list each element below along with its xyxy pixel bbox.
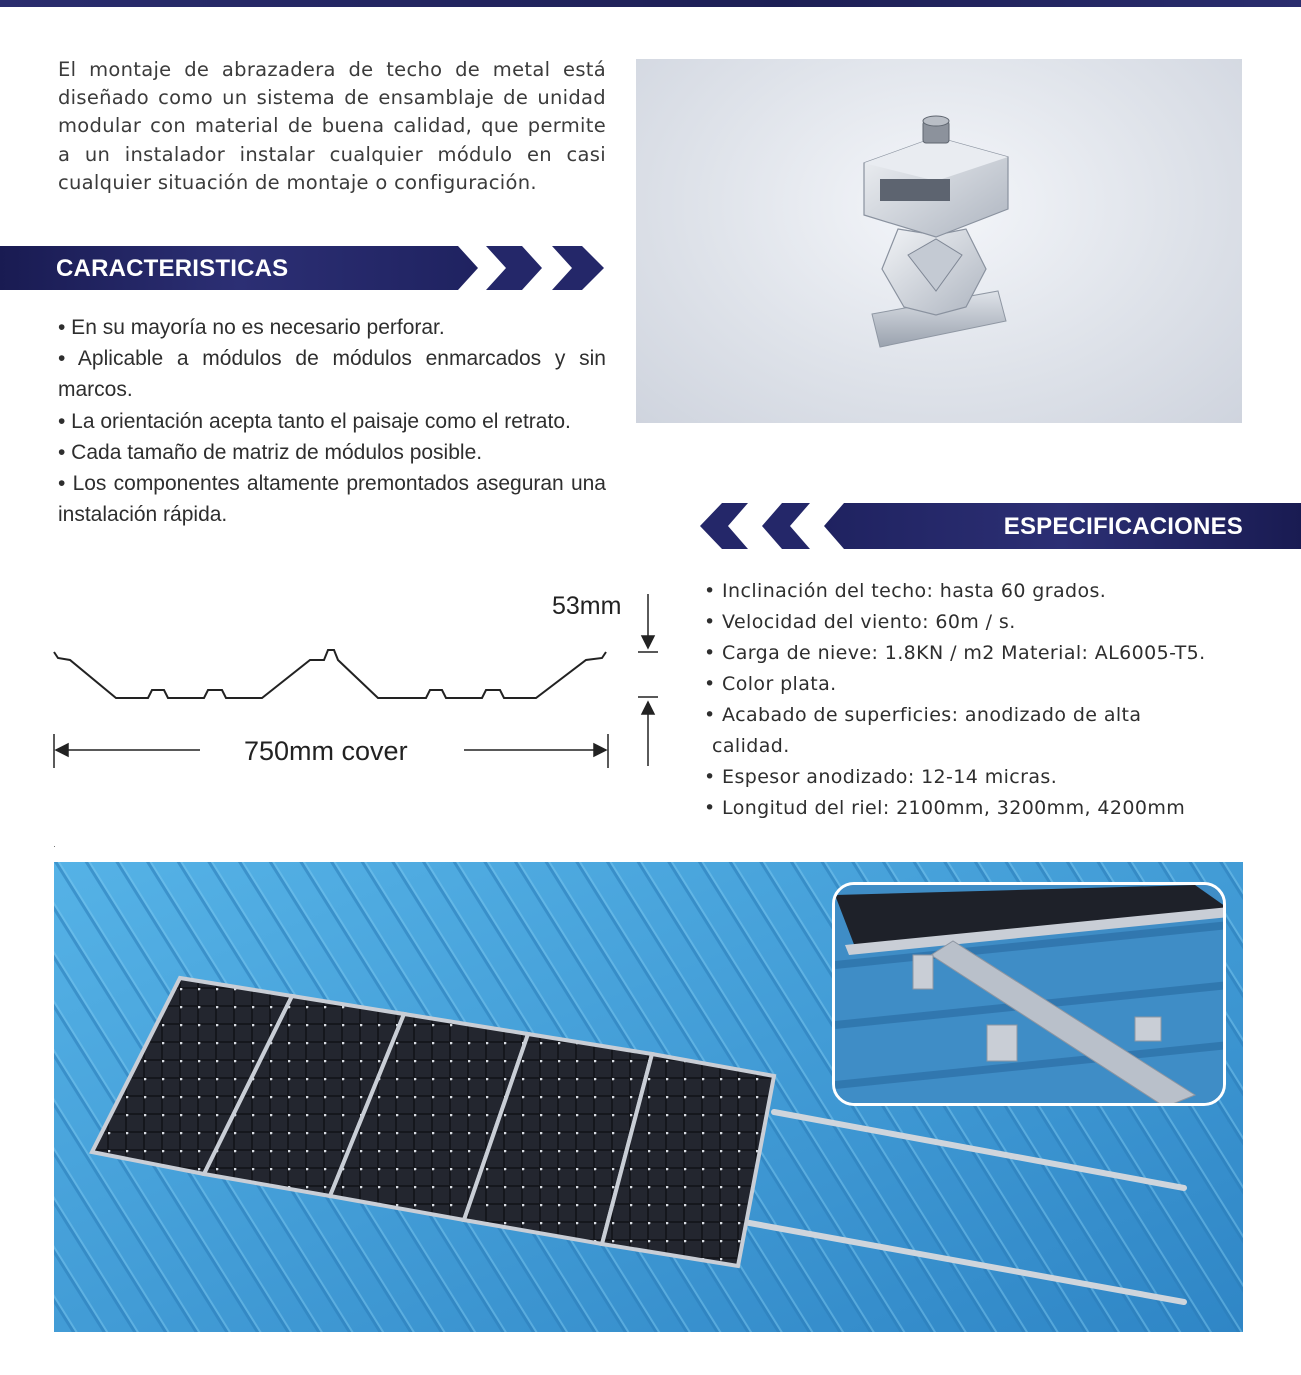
rail-detail-inset — [832, 882, 1226, 1106]
feature-item: • La orientación acepta tanto el paisaje como el retrato. — [58, 409, 571, 433]
chevron-right-icon — [552, 246, 604, 290]
features-list — [58, 312, 606, 530]
roof-profile-diagram — [40, 580, 660, 780]
chevron-right-icon — [486, 246, 542, 290]
spec-item-continuation: calidad. — [712, 735, 790, 757]
height-label: 53mm — [552, 592, 622, 620]
intro-paragraph: El montaje de abrazadera de techo de metal está diseñado como un sistema de ensamblaje de unidad modular con material de buena calidad, que permite a un instalador instalar cualquier módulo en casi cualquier situación de montaje o configuración. — [58, 58, 606, 194]
features-banner — [0, 246, 604, 290]
specs-banner — [700, 503, 1301, 549]
spec-item: • Color plata. — [704, 673, 837, 695]
features-heading: CARACTERISTICAS — [56, 255, 289, 282]
clamp-product-photo — [636, 59, 1242, 423]
feature-item: • Aplicable a módulos de módulos enmarcados y sin marcos. — [58, 347, 606, 402]
spec-item: • Longitud del riel: 2100mm, 3200mm, 4200mm — [704, 797, 1186, 819]
feature-item: • En su mayoría no es necesario perforar. — [58, 316, 445, 339]
chevron-left-icon — [762, 503, 810, 549]
width-label: 750mm cover — [244, 736, 408, 766]
spec-item: • Acabado de superficies: anodizado de alta — [704, 704, 1142, 726]
stray-dot — [54, 846, 55, 847]
top-accent-bar — [0, 0, 1301, 7]
clamp-illustration — [636, 59, 1242, 423]
spec-item: • Carga de nieve: 1.8KN / m2 Material: AL6005-T5. — [704, 642, 1206, 664]
spec-item: • Inclinación del techo: hasta 60 grados. — [704, 580, 1107, 602]
chevron-left-icon — [700, 503, 748, 549]
specs-list — [704, 576, 1264, 824]
roof-installation-photo — [54, 862, 1243, 1332]
feature-item: • Cada tamaño de matriz de módulos posible. — [58, 440, 483, 464]
feature-item: • Los componentes altamente premontados aseguran una instalación rápida. — [58, 472, 606, 527]
rail-detail-illustration — [835, 885, 1226, 1106]
spec-item: • Espesor anodizado: 12-14 micras. — [704, 766, 1058, 788]
specs-heading: ESPECIFICACIONES — [1003, 513, 1243, 540]
spec-item: • Velocidad del viento: 60m / s. — [704, 611, 1016, 633]
